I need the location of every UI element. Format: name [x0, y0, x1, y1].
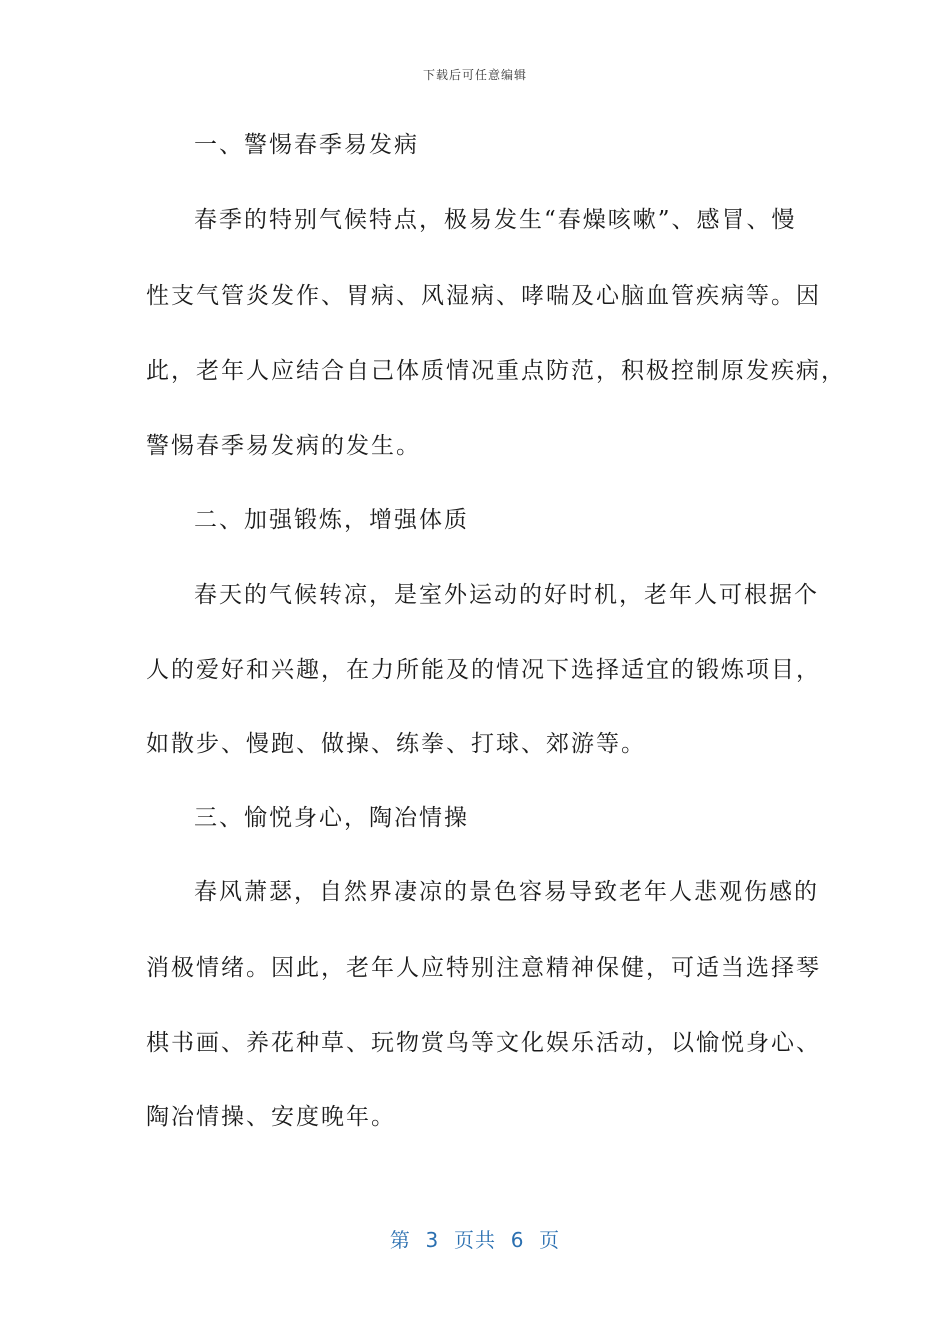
- page-number: 第 3 页共 6 页: [389, 1228, 561, 1252]
- section-heading-1: 一、警惕春季易发病: [194, 132, 419, 158]
- section-heading-2: 二、加强锻炼，增强体质: [194, 507, 469, 533]
- paragraph-line: 消极情绪。因此，老年人应特别注意精神保健，可适当选择琴: [146, 955, 821, 981]
- paragraph-line: 性支气管炎发作、胃病、风湿病、哮喘及心脑血管疾病等。因: [146, 283, 821, 309]
- paragraph-line: 如散步、慢跑、做操、练拳、打球、郊游等。: [146, 731, 646, 757]
- paragraph-line: 春风萧瑟，自然界凄凉的景色容易导致老年人悲观伤感的: [194, 879, 819, 905]
- paragraph-line: 陶冶情操、安度晚年。: [146, 1104, 396, 1130]
- paragraph-line: 人的爱好和兴趣，在力所能及的情况下选择适宜的锻炼项目，: [146, 657, 821, 683]
- paragraph-line: 春天的气候转凉，是室外运动的好时机，老年人可根据个: [194, 582, 819, 608]
- paragraph-line: 警惕春季易发病的发生。: [146, 433, 421, 459]
- paragraph-line: 棋书画、养花种草、玩物赏鸟等文化娱乐活动，以愉悦身心、: [146, 1030, 821, 1056]
- section-heading-3: 三、愉悦身心，陶冶情操: [194, 805, 469, 831]
- header-note: 下载后可任意编辑: [422, 68, 527, 82]
- paragraph-line: 此，老年人应结合自己体质情况重点防范，积极控制原发疾病，: [146, 358, 846, 384]
- paragraph-line: 春季的特别气候特点，极易发生“春燥咳嗽”、感冒、慢: [194, 207, 797, 233]
